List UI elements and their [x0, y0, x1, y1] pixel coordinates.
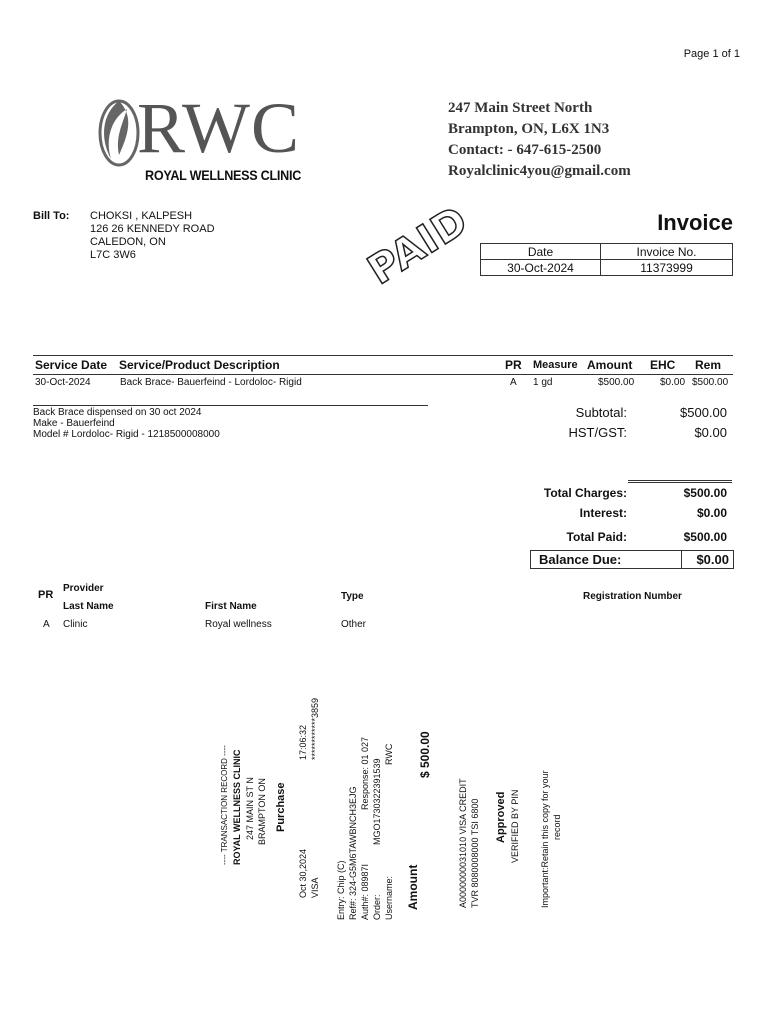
first-name-label: First Name: [205, 601, 257, 612]
provider-pr: A: [43, 619, 50, 630]
balance-divider: [681, 551, 682, 568]
bill-to-label: Bill To:: [33, 210, 70, 222]
receipt-auth: Auth#: 08987I: [360, 863, 370, 920]
receipt-merchant: ROYAL WELLNESS CLINIC: [232, 749, 242, 865]
address-line: Brampton, ON, L6X 1N3: [448, 121, 610, 137]
receipt-card-type: VISA: [310, 877, 320, 898]
clinic-logo: [95, 88, 335, 190]
address-contact: Contact: - 647-615-2500: [448, 142, 602, 158]
receipt-card-number: ************3859: [310, 697, 320, 760]
receipt-entry: Entry: Chip (C): [336, 860, 346, 920]
receipt-time: 17:06:32: [298, 724, 308, 760]
note-line: Back Brace dispensed on 30 oct 2024: [33, 407, 202, 418]
receipt-order-label: Order:: [372, 894, 382, 920]
row-ehc: $0.00: [660, 377, 686, 388]
row-date: 30-Oct-2024: [35, 377, 91, 388]
row-description: Back Brace- Bauerfeind - Lordoloc- Rigid: [120, 377, 302, 388]
receipt-record: record: [552, 814, 562, 840]
totals-rule: [628, 480, 732, 483]
bill-to-address: [90, 210, 215, 262]
total-charges-label: Total Charges:: [543, 486, 627, 500]
interest-label: Interest:: [579, 506, 627, 520]
provider-pr-label: PR: [38, 589, 54, 601]
last-name-label: Last Name: [63, 601, 114, 612]
row-pr: A: [510, 377, 517, 388]
notes-rule: [33, 405, 428, 406]
table-top-rule: [33, 355, 733, 356]
receipt-header: ---- TRANSACTION RECORD ----: [220, 745, 229, 865]
receipt-response: Response: 01 027: [360, 736, 370, 810]
address-email: Royalclinic4you@gmail.com: [448, 163, 631, 179]
receipt-city: BRAMPTON ON: [257, 778, 267, 845]
receipt-approved: Approved: [495, 791, 507, 843]
service-notes: [33, 407, 220, 440]
receipt-order: MGO1730322391539: [372, 758, 382, 845]
invoice-title: Invoice: [657, 210, 733, 235]
table-header-rule: [33, 374, 733, 375]
balance-due-label: Balance Due:: [539, 552, 622, 567]
receipt-verified: VERIFIED BY PIN: [510, 789, 520, 863]
provider-type: Other: [341, 619, 367, 630]
receipt-amount-label: Amount: [406, 864, 420, 910]
tax-label: HST/GST:: [568, 425, 627, 440]
total-paid-label: Total Paid:: [566, 530, 627, 544]
bill-to-postal: L7C 3W6: [90, 249, 136, 261]
row-rem: $500.00: [692, 377, 729, 388]
col-service-date: Service Date: [35, 358, 108, 372]
invoice-no-header: Invoice No.: [601, 244, 733, 260]
subtotal-value: $500.00: [680, 405, 727, 420]
receipt-username-label: Username:: [384, 875, 394, 920]
receipt-retain-note: Important:Retain this copy for your: [540, 770, 550, 908]
date-header: Date: [481, 244, 601, 260]
invoice-number: 11373999: [601, 260, 733, 276]
total-paid-value: $500.00: [683, 530, 727, 544]
row-amount: $500.00: [598, 377, 635, 388]
receipt-username: RWC: [384, 743, 394, 765]
note-line: Make - Bauerfeind: [33, 418, 115, 429]
page-number: Page 1 of 1: [683, 48, 740, 60]
clinic-address: [448, 98, 631, 182]
provider-first-name: Royal wellness: [205, 619, 272, 630]
address-line: 247 Main Street North: [448, 100, 593, 116]
leaf-logo-icon: [97, 97, 141, 167]
receipt-amount: $ 500.00: [418, 731, 432, 778]
receipt-aid: A0000000031010 VISA CREDIT: [458, 778, 468, 908]
invoice-date: 30-Oct-2024: [481, 260, 601, 276]
invoice-info-table: [480, 243, 733, 276]
tax-value: $0.00: [694, 425, 727, 440]
provider-label: Provider: [63, 583, 104, 594]
total-charges-value: $500.00: [683, 486, 727, 500]
bill-to-name: CHOKSI , KALPESH: [90, 210, 193, 222]
balance-due-box: [530, 550, 734, 569]
receipt-tvr: TVR 8080008000 TSI 6800: [470, 798, 480, 908]
balance-due-value: $0.00: [696, 552, 729, 567]
col-pr: PR: [505, 358, 522, 372]
receipt-date: Oct 30,2024: [298, 848, 308, 898]
col-measure: Measure: [533, 359, 578, 371]
col-rem: Rem: [695, 358, 722, 372]
registration-label: Registration Number: [583, 591, 682, 602]
type-label: Type: [341, 591, 364, 602]
row-measure: 1 gd: [533, 377, 553, 388]
receipt-type: Purchase: [275, 782, 287, 832]
bill-to-street: 126 26 KENNEDY ROAD: [90, 223, 215, 235]
col-ehc: EHC: [650, 358, 676, 372]
provider-last-name: Clinic: [63, 619, 88, 630]
subtotal-label: Subtotal:: [575, 405, 627, 420]
interest-value: $0.00: [696, 506, 727, 520]
clinic-name: ROYAL WELLNESS CLINIC: [145, 167, 302, 183]
receipt-street: 247 MAIN ST N: [245, 777, 255, 840]
col-amount: Amount: [587, 358, 633, 372]
col-description: Service/Product Description: [119, 358, 280, 372]
card-receipt: [190, 697, 610, 940]
logo-mark: RWC: [137, 88, 301, 168]
receipt-ref: Ref#: 324-G5M6TAWBNCH3EJG: [348, 786, 358, 920]
note-line: Model # Lordoloc- Rigid - 1218500008000: [33, 429, 220, 440]
paid-stamp: PAID: [360, 197, 477, 295]
bill-to-city: CALEDON, ON: [90, 236, 166, 248]
